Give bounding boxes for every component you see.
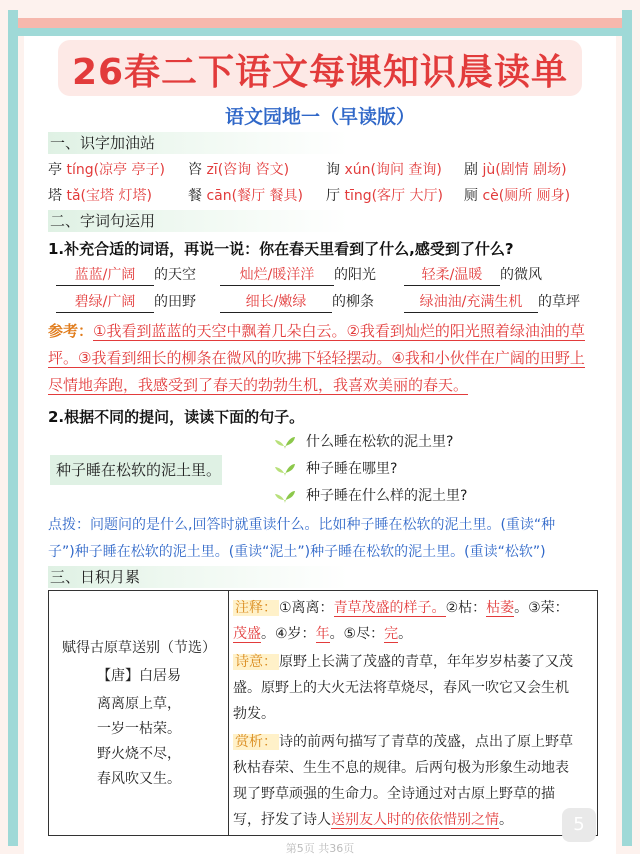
frame-right [622, 10, 632, 846]
char-item: 厕 cè(厕所 厕身) [464, 188, 571, 204]
frame-top-teal [8, 28, 632, 36]
notes-label: 注释： [235, 600, 277, 616]
frame-left [8, 10, 18, 846]
hint-line: 子”)种子睡在松软的泥土里。(重读“泥土”)种子睡在松软的泥土里。(重读“松软”) [48, 544, 546, 560]
meaning-line: 诗意： 原野上长满了茂盛的青草，年年岁岁枯萎了又茂 [235, 654, 573, 670]
question-1: 1.补充合适的词语，再说一说：你在春天里看到了什么,感受到了什么? [48, 240, 514, 258]
poem-line: 一岁一枯荣。 [97, 721, 181, 737]
char-item: 厅 tīng(客厅 大厅) [326, 188, 443, 204]
meaning-label: 诗意： [235, 654, 277, 670]
question-2: 2.根据不同的提问，读读下面的句子。 [48, 408, 305, 426]
fill-item: 灿烂/暖洋洋 的阳光 [220, 265, 376, 286]
char-item: 亭 tíng(凉亭 亭子) [48, 162, 165, 178]
poem-line: 野火烧不尽， [97, 746, 181, 762]
reference-line: 坪。③我看到细长的柳条在微风的吹拂下轻轻摆动。④我和小伙伴在广阔的田野上 [48, 349, 585, 367]
appreciation-line: 写，抒发了诗人送别友人时的依依惜别之情。 [233, 812, 513, 828]
char-item: 塔 tǎ(宝塔 灯塔) [48, 188, 152, 204]
question-item: 种子睡在哪里? [306, 461, 398, 477]
appreciation-line: 赏析： 诗的前两句描写了青草的茂盛，点出了原上野草 [235, 734, 573, 750]
poem-line: 春风吹又生。 [97, 771, 181, 787]
page-title: 26春二下语文每课知识晨读单 [71, 52, 569, 93]
appreciation-label: 赏析： [235, 734, 277, 750]
notes-line: 注释： ①离离：青草茂盛的样子。②枯：枯萎。③荣： [235, 600, 569, 616]
page-footer: 第5页 共36页 [285, 842, 355, 855]
section-heading-2: 二、字词句运用 [48, 210, 348, 232]
reference-label: 参考： [48, 322, 94, 340]
page-number-icon: 5 [562, 808, 596, 842]
section-heading-3: 三、日积月累 [48, 566, 348, 588]
char-item: 咨 zī(咨询 咨文) [188, 162, 290, 178]
notes-line: 茂盛。④岁：年。⑤尽：完。 [233, 626, 413, 642]
meaning-line: 勃发。 [233, 706, 275, 722]
poem-column [49, 591, 229, 835]
reference-answer [48, 318, 596, 399]
char-item: 询 xún(询问 查询) [326, 162, 442, 178]
reference-line: ①我看到蓝蓝的天空中飘着几朵白云。②我看到灿烂的阳光照着绿油油的草 [93, 322, 585, 340]
fill-item: 绿油油/充满生机 的草坪 [404, 292, 580, 313]
frame-top-pink [8, 18, 632, 28]
fill-item: 细长/嫩绿 的柳条 [220, 292, 374, 313]
appreciation-line: 秋枯春荣、生生不息的规律。后两句极为形象生动地表 [233, 760, 569, 776]
poem-author: 【唐】白居易 [97, 668, 181, 684]
page-subtitle: 语文园地一（早读版） [224, 106, 415, 128]
seed-sentence: 种子睡在松软的泥土里。 [50, 455, 222, 485]
poem-notes [233, 591, 595, 835]
fill-item: 轻柔/温暖 的微风 [404, 265, 542, 286]
leaf-icon [274, 434, 296, 450]
poem-line: 离离原上草， [97, 696, 181, 712]
poem-table [48, 590, 598, 836]
leaf-icon [274, 461, 296, 477]
meaning-line: 盛。原野上的大火无法将草烧尽，春风一吹它又会生机 [233, 680, 569, 696]
char-item: 餐 cān(餐厅 餐具) [188, 188, 303, 204]
fill-item: 蓝蓝/广阔 的天空 [56, 265, 196, 286]
appreciation-line: 现了野草顽强的生命力。全诗通过对古原上野草的描 [233, 786, 555, 802]
char-item: 剧 jù(剧情 剧场) [464, 162, 567, 178]
leaf-icon [274, 488, 296, 504]
fill-item: 碧绿/广阔 的田野 [56, 292, 196, 313]
reference-line: 尽情地奔跑，我感受到了春天的勃勃生机，我喜欢美丽的春天。 [48, 376, 469, 394]
hint-text [48, 512, 596, 566]
section-heading-1: 一、识字加油站 [48, 132, 348, 154]
poem-title: 赋得古原草送别（节选） [62, 640, 216, 656]
question-item: 种子睡在什么样的泥土里? [306, 488, 468, 504]
question-item: 什么睡在松软的泥土里? [306, 434, 454, 450]
hint-line: 点拨：问题问的是什么,回答时就重读什么。比如种子睡在松软的泥土里。(重读“种 [48, 517, 556, 533]
